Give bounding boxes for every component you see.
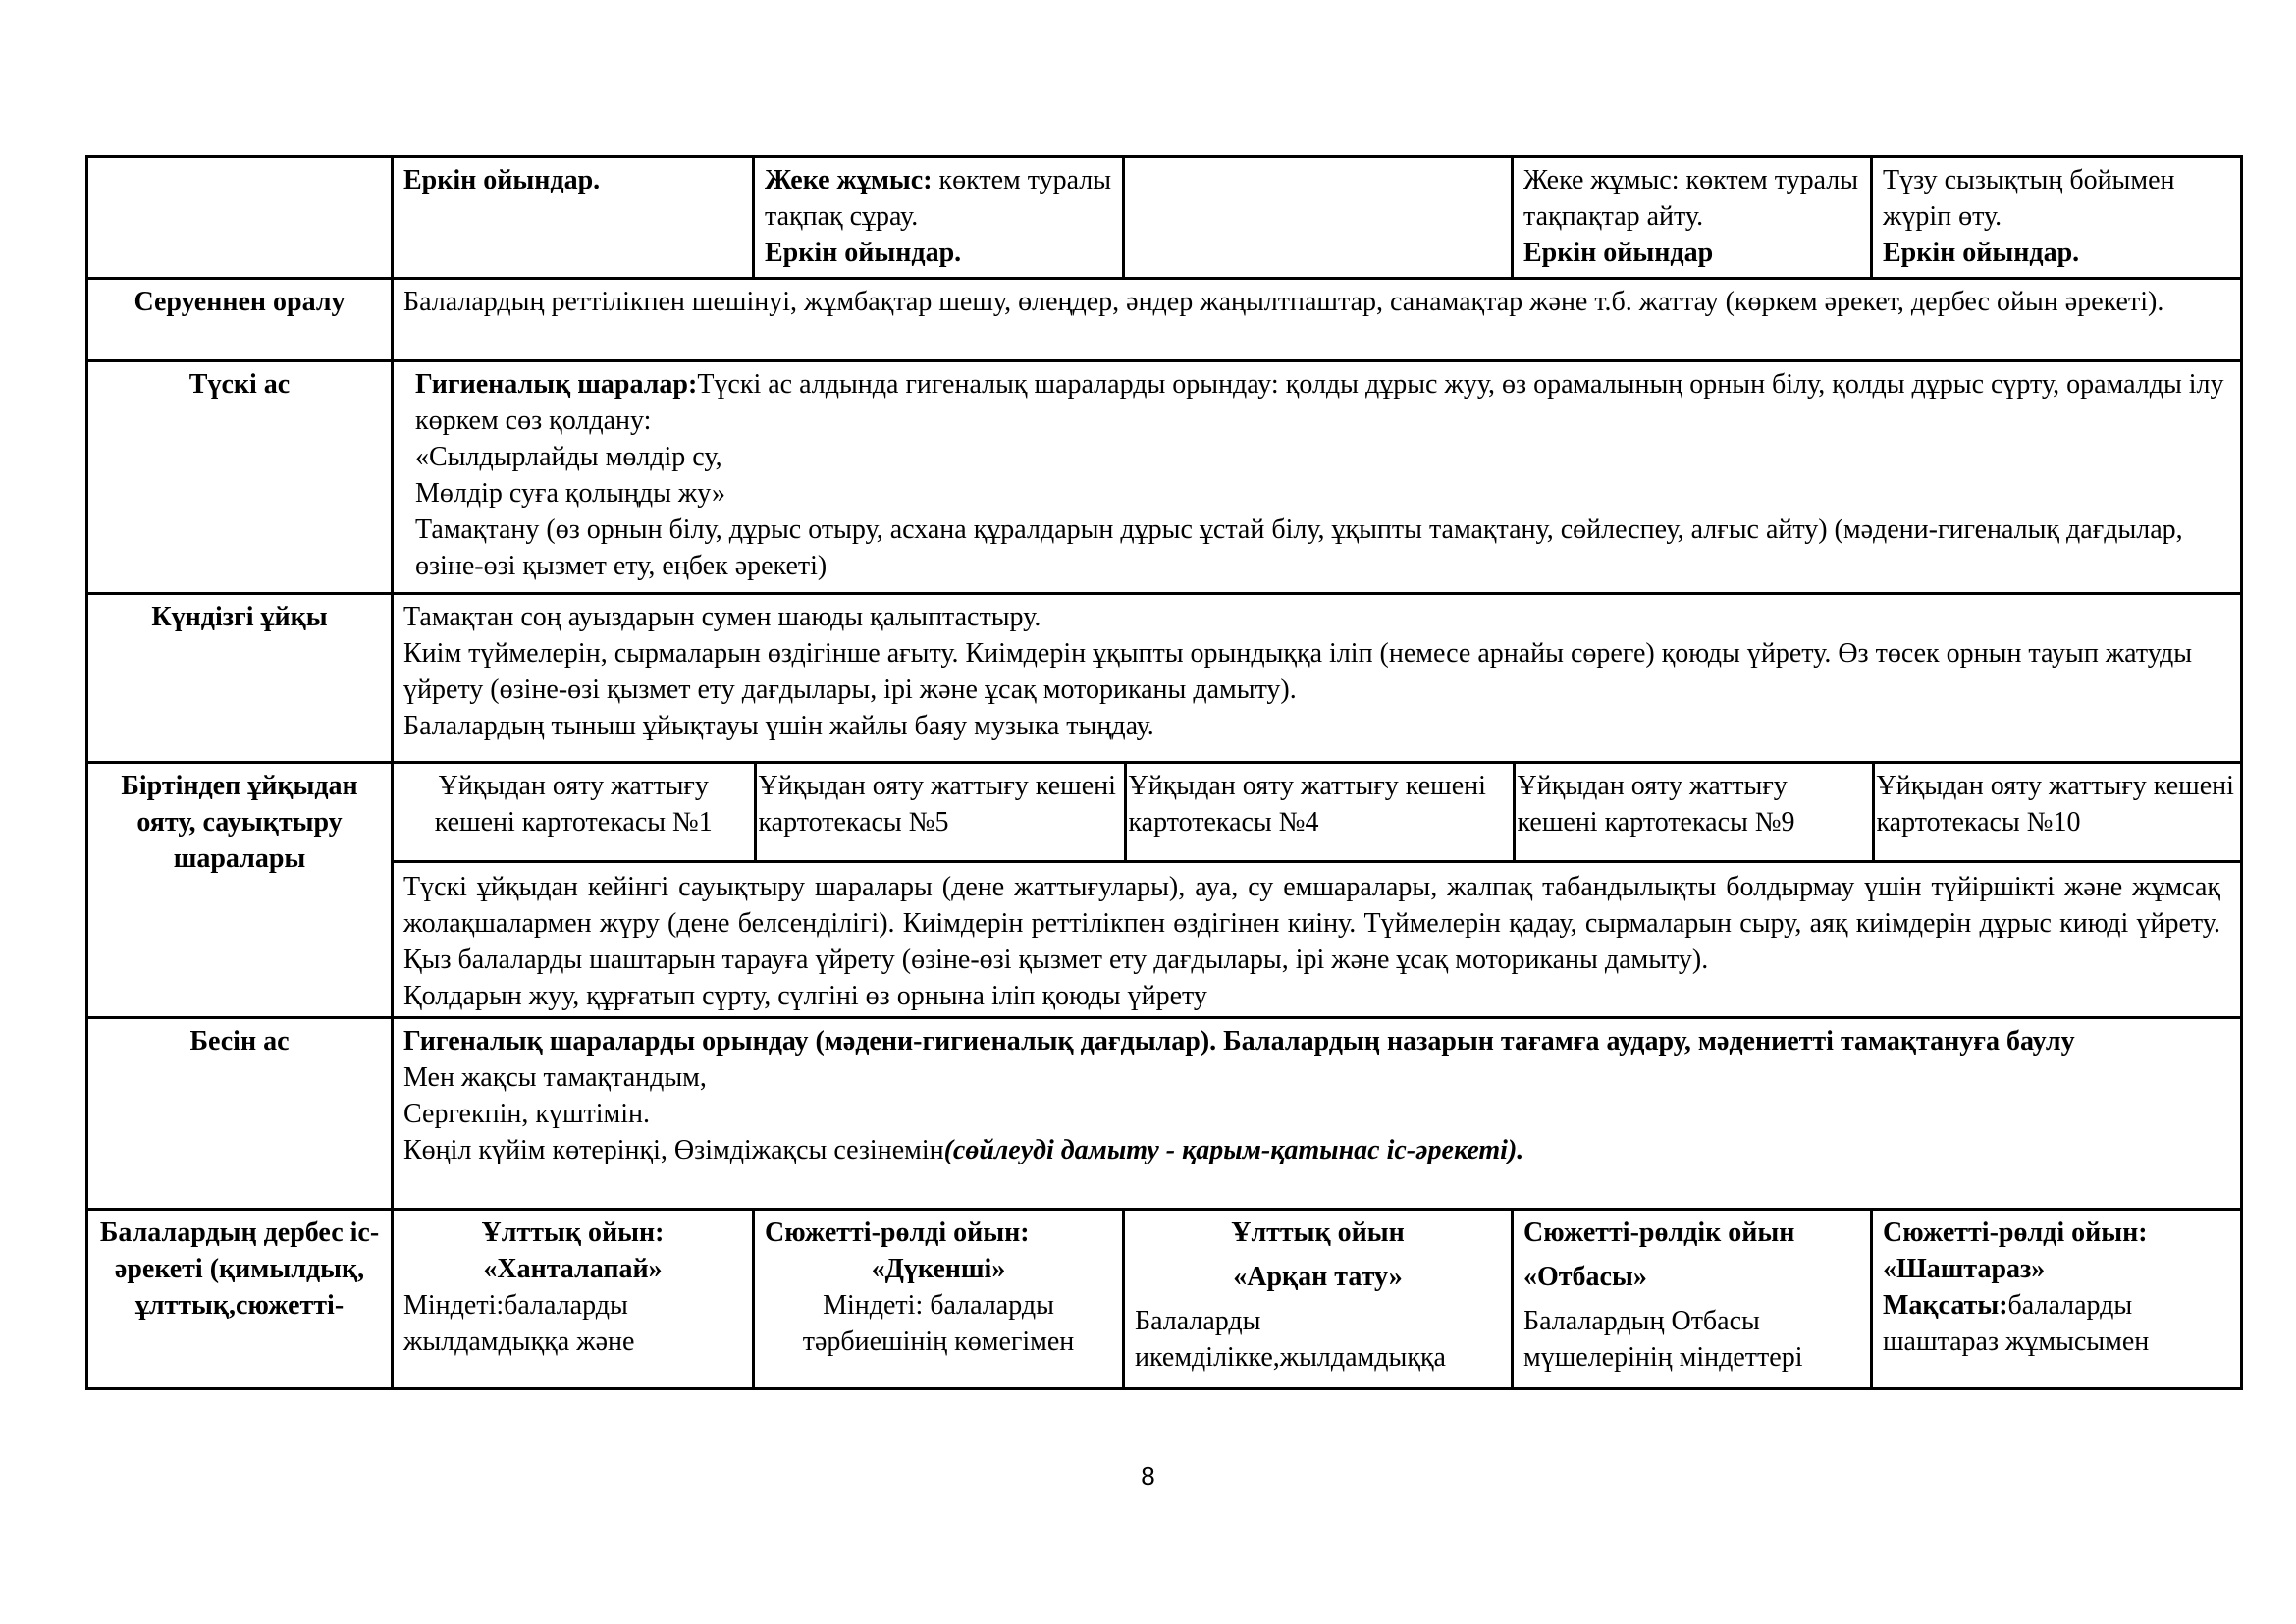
game-hantalapai: Ұлттық ойын: «Ханталапай» Міндеті:балаларды жылдамдыққа және <box>393 1210 754 1389</box>
afternoon-snack-text: Гигеналық шараларды орындау (мәдени-гигиеналық дағдылар). Балалардың назарын тағамға аудару, мәдениетті тамақтануға баулу Мен жақсы тамақтандым, Сергекпін, күштімін. Көңіл күйім көтерінқі, Өзімдіжақсы сезінемін(сөйлеуді дамыту - қарым-қатынас іс-әрекеті). <box>393 1018 2242 1210</box>
game-arkan-tatu: Ұлттық ойын «Арқан тату» Балаларды икемділікке,жылдамдыққа <box>1124 1210 1513 1389</box>
wakeup-card-5: Ұйқыдан ояту жаттығу кешені картотекасы №5 <box>755 764 1125 860</box>
page-number: 8 <box>1141 1461 1155 1490</box>
wakeup-card-4: Ұйқыдан ояту жаттығу кешені картотекасы №4 <box>1125 764 1514 860</box>
table-row-nap <box>87 594 2242 763</box>
wakeup-card-10: Ұйқыдан ояту жаттығу кешені картотекасы №10 <box>1876 771 2234 838</box>
row-label-return-from-walk: Серуеннен оралу <box>87 279 393 361</box>
table-row-independent-activity <box>87 1210 2242 1389</box>
table-row-afternoon-snack <box>87 1018 2242 1210</box>
cell-individual-work-2: Жеке жұмыс: көктем туралы тақпақтар айту. Еркін ойындар <box>1513 157 1872 279</box>
lunch-text: Гигиеналық шаралар:Түскі ас алдында гигеналық шараларды орындау: қолды дұрыс жуу, өз орамалының орнын білу, қолды дұрыс сүрту, орамалды ілу көркем сөз қолдану: «Сылдырлайды мөлдір су, Мөлдір суға қолыңды жу» Тамақтану (өз орнын білу, дұрыс отыру, асхана құралдарын дұрыс ұстай білу, ұқыпты тамақтану, сөйлеспеу, алғыс айту) (мәдени-гигеналық дағдылар, өзіне-өзі қызмет ету, еңбек әрекеті) <box>393 361 2242 594</box>
cell-empty <box>1124 157 1513 279</box>
game-dukenshi: Сюжетті-рөлді ойын: «Дүкенші» Міндеті: балаларды тәрбиешінің көмегімен <box>754 1210 1124 1389</box>
game-otbasy: Сюжетті-рөлдік ойын «Отбасы» Балалардың Отбасы мүшелерінің міндеттері <box>1513 1210 1872 1389</box>
table-row-lunch <box>87 361 2242 594</box>
table-row-free-games <box>87 157 2242 279</box>
wakeup-cards <box>394 764 2243 860</box>
wakeup-text: Түскі ұйқыдан кейінгі сауықтыру шаралары (дене жаттығулары), ауа, су емшаралары, жалпақ табандылықты болдырмау үшін түйіршікті және жұмсақ жолақшалармен жүру (дене белсенділігі). Киімдерін реттілікпен өздігінен киіну. Түймелерін қадау, сырмаларын сыру, аяқ киімдерін дұрыс киюді үйрету. Қыз балаларды шаштарын тарауға үйрету (өзіне-өзі қызмет ету дағдылары, ірі және ұсақ моториканы дамыту). Қолдарын жуу, құрғатып сүрту, сүлгіні өз орнына іліп қоюды үйрету <box>394 860 2240 1016</box>
row-label-lunch: Түскі ас <box>87 361 393 594</box>
row-label-independent-activity: Балалардың дербес іс-әрекеті (қимылдық, ұлттық,сюжетті- <box>87 1210 393 1389</box>
cell-walk-line: Түзу сызықтың бойымен жүріп өту. Еркін ойындар. <box>1872 157 2242 279</box>
cell-individual-work-1: Жеке жұмыс: көктем туралы тақпақ сұрау. Еркін ойындар. <box>754 157 1124 279</box>
table-row-wakeup <box>87 763 2242 1018</box>
row-label-wakeup: Біртіндеп ұйқыдан ояту, сауықтыру шаралары <box>87 763 393 1018</box>
wakeup-card-9: Ұйқыдан ояту жаттығу кешені картотекасы №9 <box>1514 764 1873 860</box>
row-label-nap: Күндізгі ұйқы <box>87 594 393 763</box>
table-row-return-from-walk <box>87 279 2242 361</box>
row-label-afternoon-snack: Бесін ас <box>87 1018 393 1210</box>
wakeup-content <box>393 763 2242 1018</box>
nap-text: Тамақтан соң ауыздарын сумен шаюды қалыптастыру. Киім түймелерін, сырмаларын өздігінше ағыту. Киімдерін ұқыпты орындыққа іліп (немесе арнайы сөреге) қоюды үйрету. Өз төсек орнын тауып жатуды үйрету (өзіне-өзі қызмет ету дағдылары, ірі және ұсақ моториканы дамыту). Балалардың тыныш ұйықтауы үшін жайлы баяу музыка тыңдау. <box>393 594 2242 763</box>
row-label-empty <box>87 157 393 279</box>
wakeup-card-1: Ұйқыдан ояту жаттығу кешені картотекасы №1 <box>394 764 755 860</box>
game-shashtaraz: Сюжетті-рөлді ойын: «Шаштараз» Мақсаты:балаларды шаштараз жұмысымен <box>1872 1210 2242 1389</box>
return-from-walk-text: Балалардың реттілікпен шешінуі, жұмбақтар шешу, өлеңдер, әндер жаңылтпаштар, санамақтар және т.б. жаттау (көркем әрекет, дербес ойын әрекеті). <box>393 279 2242 361</box>
daily-schedule-table <box>85 155 2243 1390</box>
cell-free-games-1: Еркін ойындар. <box>393 157 754 279</box>
